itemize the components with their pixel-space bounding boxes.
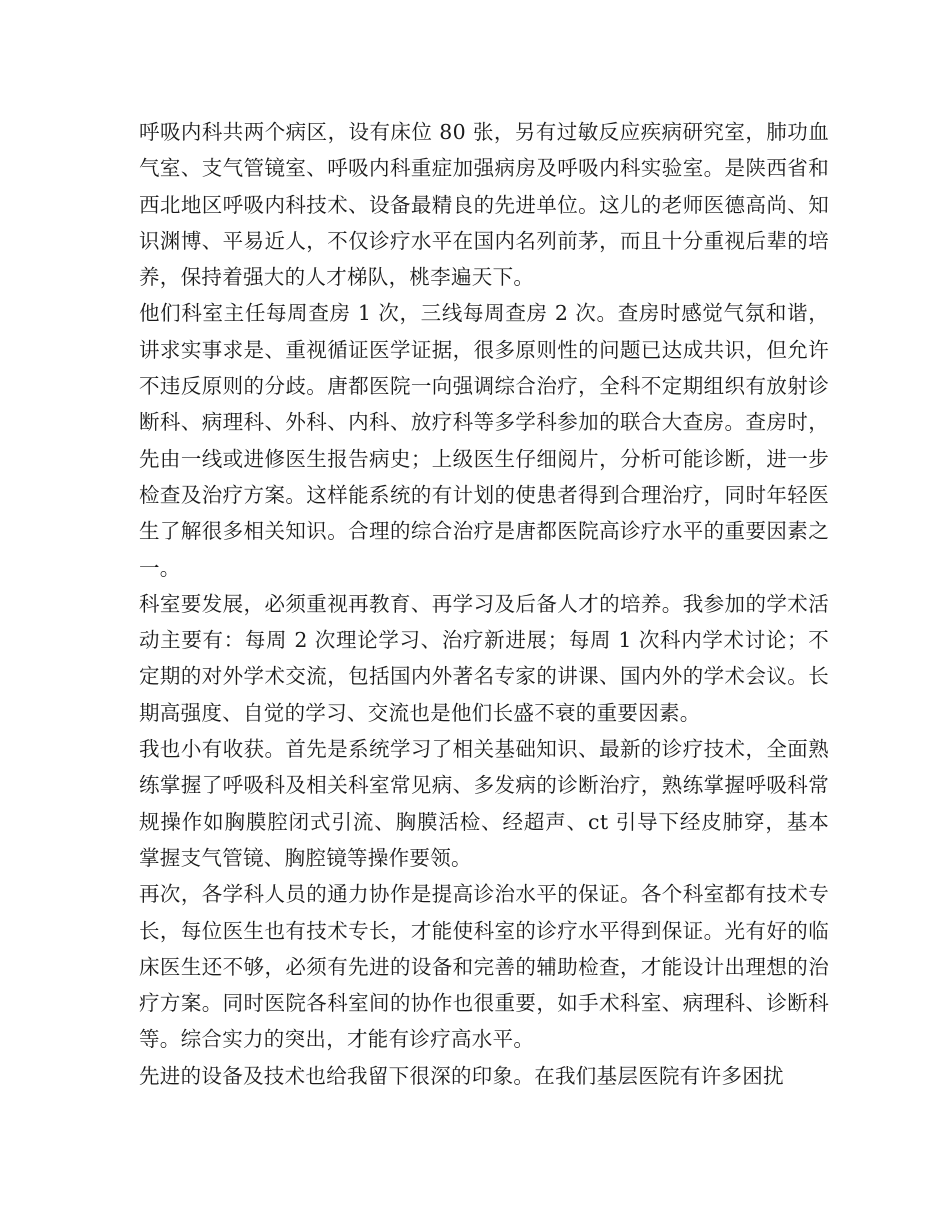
paragraph-4: 我也小有收获。首先是系统学习了相关基础知识、最新的诊疗技术，全面熟练掌握了呼吸科及相关科室常见病、多发病的诊断治疗，熟练掌握呼吸科常规操作如胸膜腔闭式引流、胸膜活检、经超声、ct 引导下经皮肺穿，基本掌握支气管镜、胸腔镜等操作要领。: [139, 737, 829, 870]
paragraph-6: 先进的设备及技术也给我留下很深的印象。在我们基层医院有许多困扰: [139, 1063, 784, 1088]
paragraph-3: 科室要发展，必须重视再教育、再学习及后备人才的培养。我参加的学术活动主要有：每周 2 次理论学习、治疗新进展；每周 1 次科内学术讨论；不定期的对外学术交流，包括国内外著名专家的讲课、国内外的学术会议。长期高强度、自觉的学习、交流也是他们长盛不衰的重要因素。: [139, 591, 829, 725]
paragraph-2: 他们科室主任每周查房 1 次，三线每周查房 2 次。查房时感觉气氛和谐，讲求实事求是、重视循证医学证据，很多原则性的问题已达成共识，但允许不违反原则的分歧。唐都医院一向强调综合治疗，全科不定期组织有放射诊断科、病理科、外科、内科、放疗科等多学科参加的联合大查房。查房时，先由一线或进修医生报告病史；上级医生仔细阅片，分析可能诊断，进一步检查及治疗方案。这样能系统的有计划的使患者得到合理治疗，同时年轻医生了解很多相关知识。合理的综合治疗是唐都医院高诊疗水平的重要因素之一。: [139, 301, 829, 580]
document-body: [139, 114, 829, 1094]
paragraph-1: 呼吸内科共两个病区，设有床位 80 张，另有过敏反应疾病研究室，肺功血气室、支气管镜室、呼吸内科重症加强病房及呼吸内科实验室。是陕西省和西北地区呼吸内科技术、设备最精良的先进单位。这儿的老师医德高尚、知识渊博、平易近人，不仅诊疗水平在国内名列前茅，而且十分重视后辈的培养，保持着强大的人才梯队，桃李遍天下。: [139, 120, 829, 290]
paragraph-5: 再次，各学科人员的通力协作是提高诊治水平的保证。各个科室都有技术专长，每位医生也有技术专长，才能使科室的诊疗水平得到保证。光有好的临床医生还不够，必须有先进的设备和完善的辅助检查，才能设计出理想的治疗方案。同时医院各科室间的协作也很重要，如手术科室、病理科、诊断科等。综合实力的突出，才能有诊疗高水平。: [139, 882, 829, 1052]
